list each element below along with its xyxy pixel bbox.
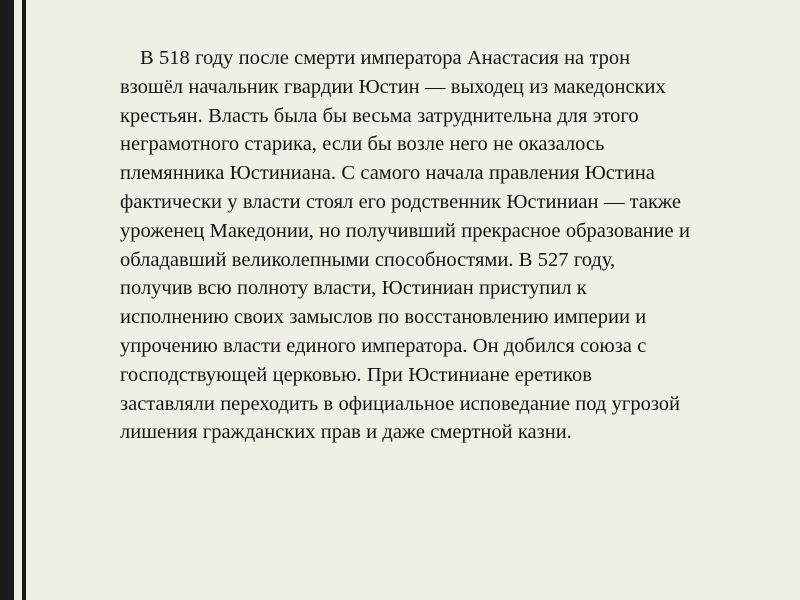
slide-content-area (92, 44, 696, 447)
slide-body-paragraph: В 518 году после смерти императора Анастасия на трон взошёл начальник гвардии Юстин — выходец из македонских крестьян. Власть была бы весьма затруднительна для этого неграмотного старика, если бы возле него не оказалось племянника Юстиниана. С самого начала правления Юстина фактически у власти стоял его родственник Юстиниан — также уроженец Македонии, но получивший прекрасное образование и обладавший великолепными способностями. В 527 году, получив всю полноту власти, Юстиниан приступил к исполнению своих замыслов по восстановлению империи и упрочению власти единого императора. Он добился союза с господствующей церковью. При Юстиниане еретиков заставляли переходить в официальное исповедание под угрозой лишения гражданских прав и даже смертной казни. (120, 47, 696, 444)
left-accent-bar-inner (22, 0, 26, 600)
left-accent-bar-outer (0, 0, 14, 600)
